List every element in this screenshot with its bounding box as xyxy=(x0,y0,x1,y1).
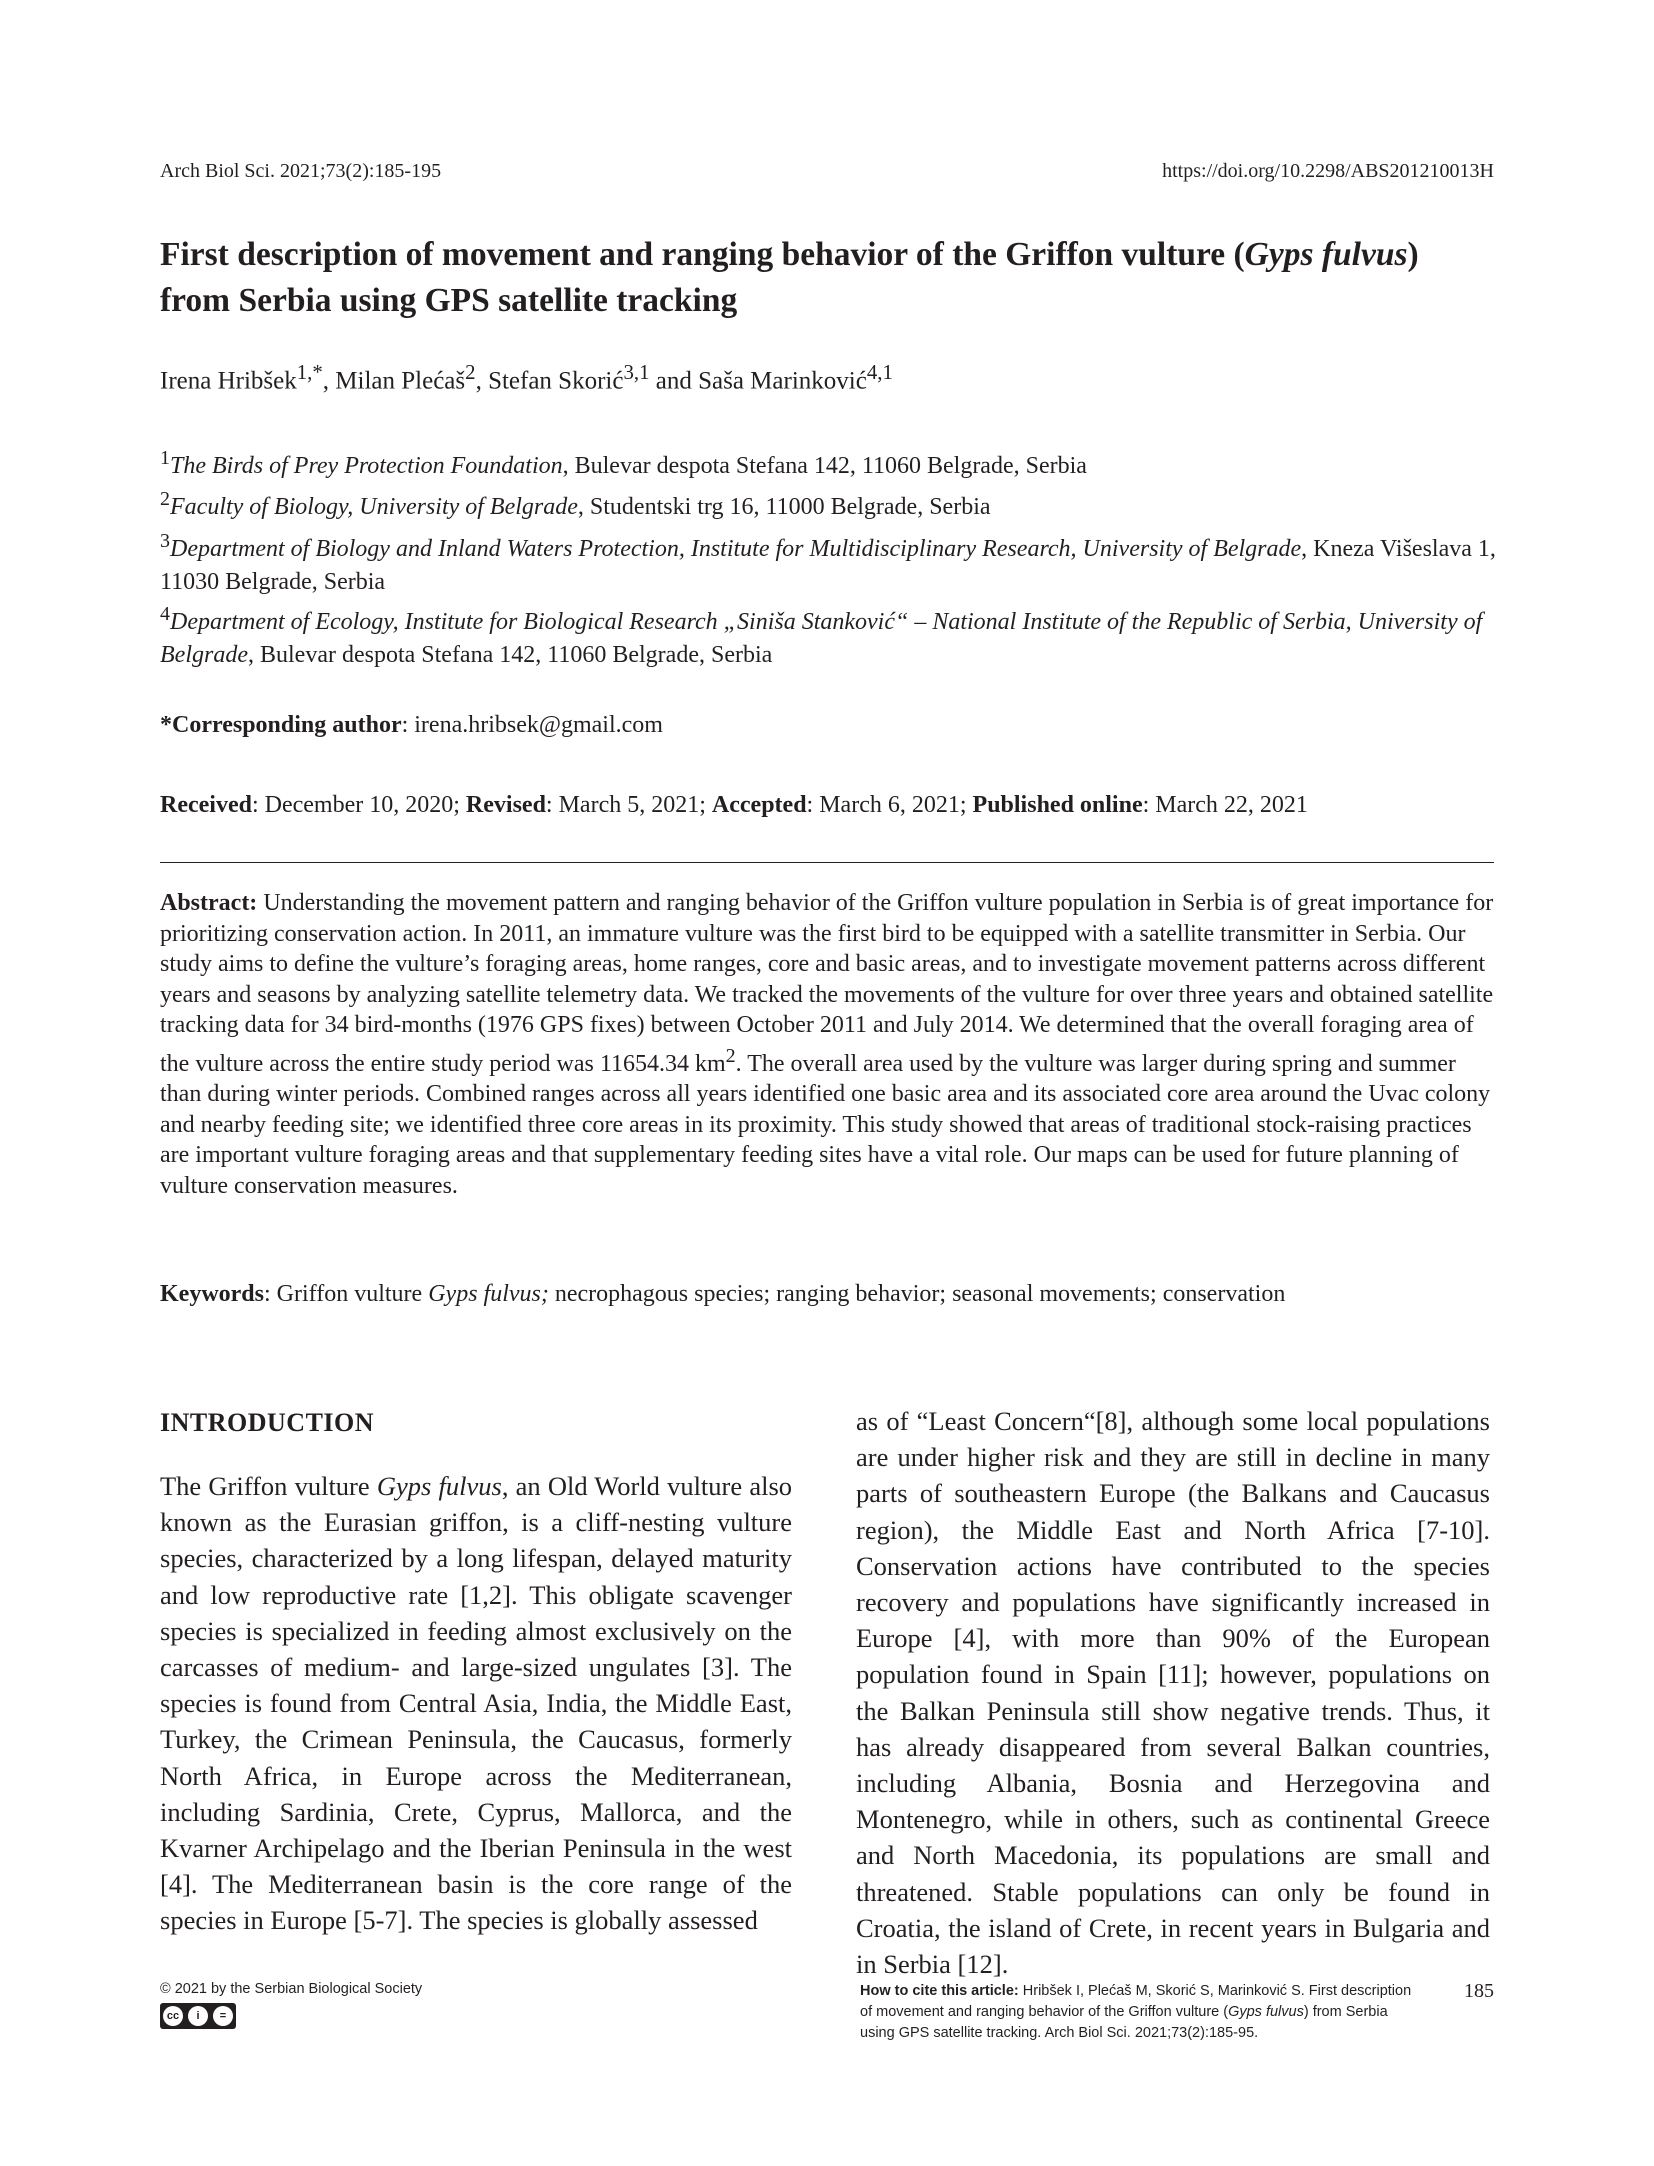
author-name: Irena Hribšek xyxy=(160,367,297,395)
abstract-text-cont: . The overall area used by the vulture was larger during spring and summer than during winter periods. Combined ranges across all years identified one basic area and its associated core area around the Uvac colony and nearby feeding site; we identified three core areas in its proximity. This study showed that areas of traditional stock-raising practices are important vulture foraging areas and that supplementary feeding sites have a vital role. Our maps can be used for future planning of vulture conservation measures. xyxy=(160,1050,1491,1199)
abstract-label: Abstract: xyxy=(160,890,258,916)
affiliation-address: , Studentski trg 16, 11000 Belgrade, Serbia xyxy=(577,494,991,520)
intro-species: Gyps fulvus xyxy=(376,1471,502,1501)
affiliation-institution: Department of Biology and Inland Waters Protection, Institute for Multidisciplinary Research, University of Belgrade xyxy=(170,536,1302,562)
affiliation-1 xyxy=(160,442,1500,483)
author-name: Stefan Skorić xyxy=(488,367,624,395)
how-to-cite xyxy=(860,1981,1420,2044)
journal-citation: Arch Biol Sci. 2021;73(2):185-195 xyxy=(160,160,442,182)
received-date: December 10, 2020 xyxy=(264,792,454,818)
accepted-date: March 6, 2021 xyxy=(819,792,960,818)
author-separator: and xyxy=(649,367,699,395)
corresponding-label: *Corresponding author xyxy=(160,712,402,738)
author-separator: , xyxy=(322,367,336,395)
cite-species: Gyps fulvus xyxy=(1228,2004,1304,2020)
affiliation-number: 1 xyxy=(160,447,170,469)
keywords xyxy=(160,1281,1494,1308)
revised-label: Revised xyxy=(465,792,546,818)
published-date: March 22, 2021 xyxy=(1155,792,1308,818)
author-list xyxy=(160,360,893,395)
author-name: Milan Plećaš xyxy=(335,367,466,395)
article-dates: Received: December 10, 2020; Revised: March 5, 2021; Accepted: March 6, 2021; Published online: March 22, 2021 xyxy=(160,792,1308,818)
affiliation-institution: Faculty of Biology, University of Belgrade xyxy=(170,494,578,520)
affiliation-number: 2 xyxy=(160,488,170,510)
affiliation-address: , Bulevar despota Stefana 142, 11060 Belgrade, Serbia xyxy=(247,642,773,668)
keywords-label: Keywords xyxy=(160,1281,264,1307)
abstract-sup: 2 xyxy=(725,1044,736,1067)
keywords-text-cont: necrophagous species; ranging behavior; seasonal movements; conservation xyxy=(548,1281,1286,1307)
cite-text: Hribšek I, Plećaš M, Skorić S, Marinković S. First description of movement and ranging behavior of the Griffon vulture ( xyxy=(860,1983,1412,2020)
cite-text-cont: ) from Serbia using GPS satellite tracking. Arch Biol Sci. 2021;73(2):185-95. xyxy=(860,2004,1388,2041)
divider xyxy=(160,862,1494,863)
published-label: Published online xyxy=(972,792,1143,818)
title-part2: ) from Serbia using GPS satellite tracking xyxy=(160,236,1419,319)
keywords-species: Gyps fulvus; xyxy=(428,1281,549,1307)
title-species: Gyps fulvus xyxy=(1244,236,1408,273)
affiliation-2 xyxy=(160,483,1500,524)
intro-text-cont: , an Old World vulture also known as the Eurasian griffon, is a cliff-nesting vulture species, characterized by a long lifespan, delayed maturity and low reproductive rate [1,2]. This obligate scavenger species is specialized in feeding almost exclusively on the carcasses of medium- and large-sized ungulates [3]. The species is found from Central Asia, India, the Middle East, Turkey, the Crimean Peninsula, the Caucasus, formerly North Africa, in Europe across the Mediterranean, including Sardinia, Crete, Cyprus, Mallorca, and the Kvarner Archipelago and the Iberian Peninsula in the west [4]. The Mediterranean basin is the core range of the species in Europe [5-7]. The species is globally assessed xyxy=(160,1471,793,1936)
author-sup: 4,1 xyxy=(866,360,893,384)
affiliation-4 xyxy=(160,598,1500,672)
affiliation-address: , Kneza Višeslava 1, 11030 Belgrade, Serbia xyxy=(160,536,1496,595)
affiliation-number: 3 xyxy=(160,530,170,552)
keywords-text: : Griffon vulture xyxy=(264,1281,429,1307)
affiliation-number: 4 xyxy=(160,603,170,625)
author-separator: , xyxy=(475,367,489,395)
title-part1: First description of movement and ranging behavior of the Griffon vulture ( xyxy=(160,236,1245,273)
affiliation-institution: The Birds of Prey Protection Foundation xyxy=(170,453,563,479)
accepted-label: Accepted xyxy=(711,792,807,818)
article-title xyxy=(160,232,1494,324)
author-sup: 1,* xyxy=(296,360,323,384)
corresponding-email[interactable]: irena.hribsek@gmail.com xyxy=(414,712,663,738)
cite-label: How to cite this article: xyxy=(860,1983,1019,1999)
corresponding-author: *Corresponding author: irena.hribsek@gmail.com xyxy=(160,712,663,738)
intro-column-right: as of “Least Concern“[8], although some local populations are under higher risk and they are still in decline in many parts of southeastern Europe (the Balkans and Caucasus region), the Middle East and North Africa [7-10]. Conservation actions have contributed to the species recovery and populations have significantly increased in Europe [4], with more than 90% of the European population found in Spain [11]; however, populations on the Balkan Peninsula still show negative trends. Thus, it has already disappeared from several Balkan countries, including Albania, Bosnia and Herzegovina and Montenegro, while in others, such as continental Greece and North Macedonia, its populations are small and threatened. Stable populations can only be found in Croatia, the island of Crete, in recent years in Bulgaria and in Serbia [12]. xyxy=(856,1406,1490,1980)
affiliation-address: , Bulevar despota Stefana 142, 11060 Belgrade, Serbia xyxy=(562,453,1087,479)
intro-column-left xyxy=(160,1468,792,1939)
cc-by-nc-nd-icon[interactable]: cc i = xyxy=(160,2003,236,2029)
author-name: Saša Marinković xyxy=(698,367,867,395)
section-heading: INTRODUCTION xyxy=(160,1408,375,1437)
received-label: Received xyxy=(160,792,252,818)
author-sup: 2 xyxy=(465,360,476,384)
copyright-notice: © 2021 by the Serbian Biological Society xyxy=(160,1981,423,1997)
affiliation-institution: Department of Ecology, Institute for Biological Research „Siniša Stanković“ – National Institute of the Republic of Serbia, University of Belgrade xyxy=(160,609,1483,668)
page-number: 185 xyxy=(1464,1980,1494,2002)
affiliation-3 xyxy=(160,525,1500,599)
abstract-text: Understanding the movement pattern and ranging behavior of the Griffon vulture population in Serbia is of great importance for prioritizing conservation action. In 2011, an immature vulture was the first bird to be equipped with a satellite transmitter in Serbia. Our study aims to define the vulture’s foraging areas, home ranges, core and basic areas, and to investigate movement patterns across different years and seasons by analyzing satellite telemetry data. We tracked the movements of the vulture for over three years and obtained satellite tracking data for 34 bird-months (1976 GPS fixes) between October 2011 and July 2014. We determined that the overall foraging area of the vulture across the entire study period was 11654.34 km xyxy=(160,890,1494,1077)
doi-link[interactable]: https://doi.org/10.2298/ABS201210013H xyxy=(1162,160,1494,182)
abstract xyxy=(160,888,1494,1201)
intro-text: The Griffon vulture xyxy=(160,1471,377,1501)
revised-date: March 5, 2021 xyxy=(558,792,700,818)
author-sup: 3,1 xyxy=(623,360,650,384)
